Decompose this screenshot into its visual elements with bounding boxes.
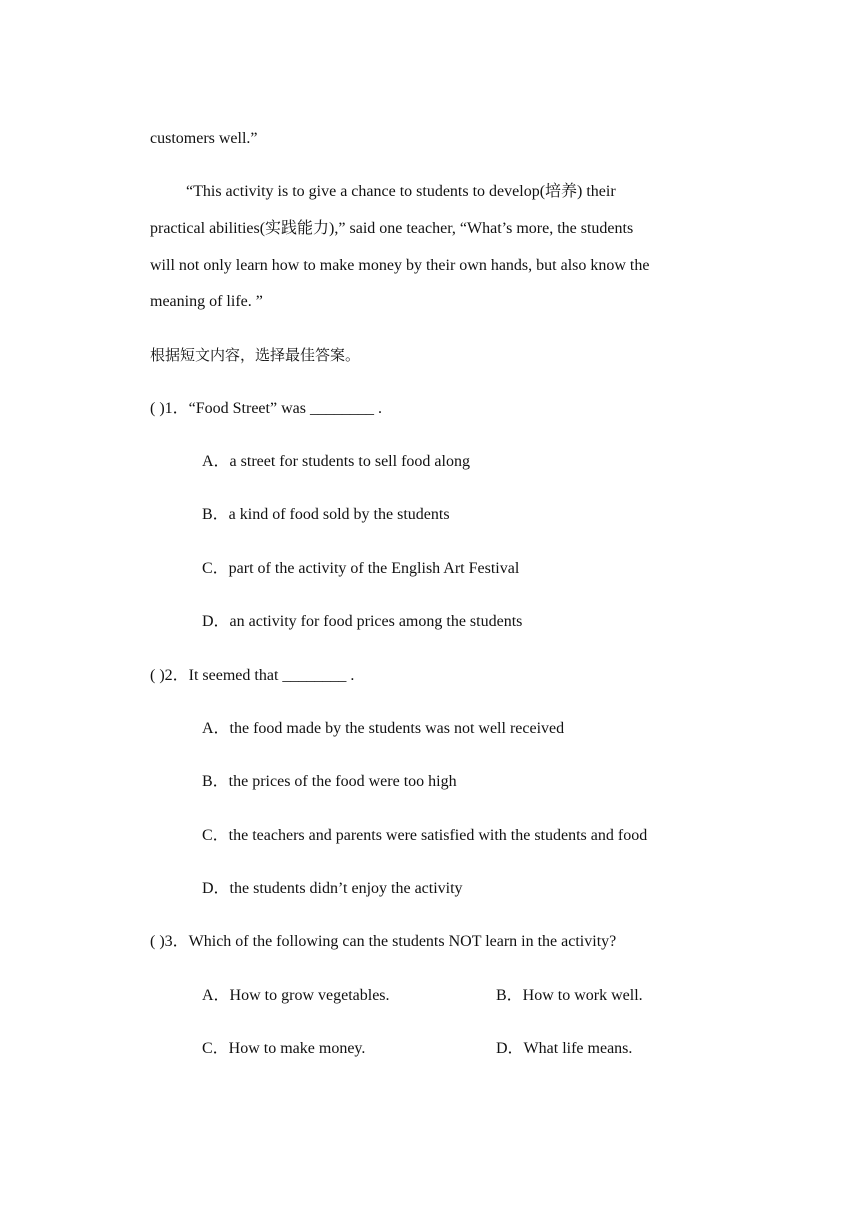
question-2-option-d: D．the students didn’t enjoy the activity [202, 880, 463, 897]
passage-line-1: customers well.” [150, 130, 258, 147]
passage-line-5: meaning of life. ” [150, 293, 263, 310]
question-2-option-a: A．the food made by the students was not well received [202, 720, 565, 737]
passage-line-4: will not only learn how to make money by their own hands, but also know the [150, 257, 650, 274]
question-2-option-c: C．the teachers and parents were satisfied with the students and food [202, 827, 648, 844]
question-3-option-c: C．How to make money. [202, 1040, 366, 1057]
instruction-text: 根据短文内容，选择最佳答案。 [150, 346, 361, 364]
question-3-option-d: D．What life means. [496, 1040, 633, 1057]
question-3-option-a: A．How to grow vegetables. [202, 987, 390, 1004]
question-2-stem: ( )2．It seemed that ________ . [150, 667, 355, 684]
question-1-stem: ( )1．“Food Street” was ________ . [150, 400, 382, 417]
question-1-option-b: B．a kind of food sold by the students [202, 506, 450, 523]
question-1-option-c: C．part of the activity of the English Art Festival [202, 560, 520, 577]
question-1-option-d: D．an activity for food prices among the students [202, 613, 523, 630]
passage-line-2: “This activity is to give a chance to students to develop(培养) their [186, 183, 616, 200]
question-2-option-b: B．the prices of the food were too high [202, 773, 457, 790]
question-3-stem: ( )3．Which of the following can the students NOT learn in the activity? [150, 933, 617, 950]
question-3-option-b: B．How to work well. [496, 987, 643, 1004]
passage-line-3: practical abilities(实践能力),” said one teacher, “What’s more, the students [150, 220, 634, 237]
question-1-option-a: A．a street for students to sell food along [202, 453, 470, 470]
